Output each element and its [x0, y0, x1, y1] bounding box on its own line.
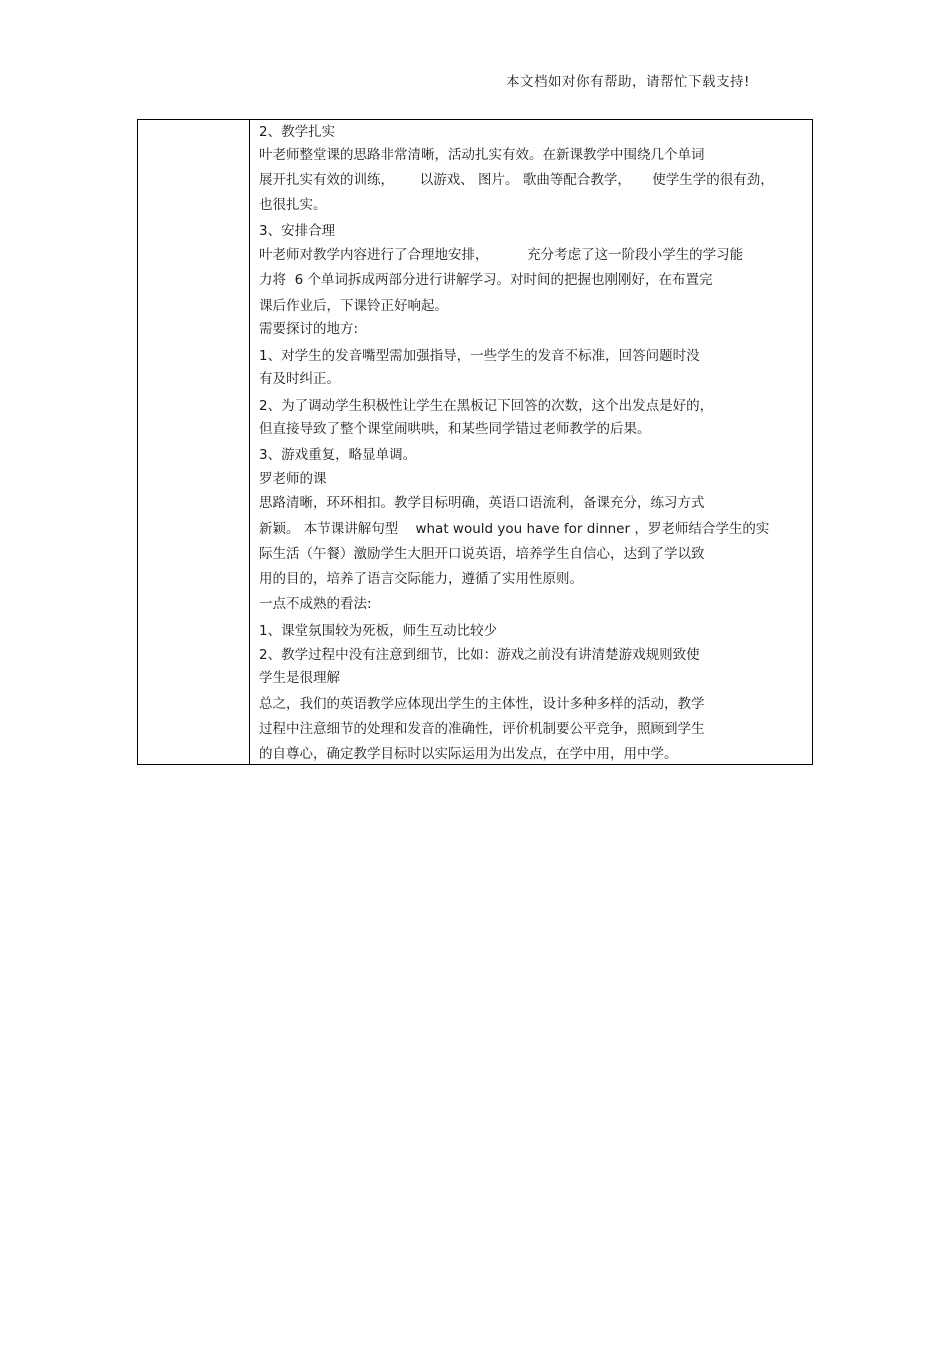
text-line: 叶老师对教学内容进行了合理地安排， 充分考虑了这一阶段小学生的学习能	[259, 247, 744, 263]
text-line: 思路清晰，环环相扣。教学目标明确，英语口语流利，备课充分，练习方式	[259, 495, 705, 511]
text-line: 课后作业后，下课铃正好响起。	[259, 298, 448, 314]
text-line: 有及时纠正。	[259, 371, 340, 387]
text-line: 2、为了调动学生积极性让学生在黑板记下回答的次数，这个出发点是好的，	[259, 398, 714, 414]
text-line: 用的目的，培养了语言交际能力，遵循了实用性原则。	[259, 571, 583, 587]
text-line: 2、教学扎实	[259, 124, 336, 140]
text-line: 3、游戏重复，略显单调。	[259, 447, 417, 463]
text-line: 过程中注意细节的处理和发音的准确性，评价机制要公平竞争，照顾到学生	[259, 721, 705, 737]
evaluation-table	[137, 119, 813, 765]
text-line: 但直接导致了整个课堂闹哄哄，和某些同学错过老师教学的后果。	[259, 421, 651, 437]
text-line: 一点不成熟的看法:	[259, 596, 372, 612]
table-column-divider	[249, 120, 250, 764]
download-support-note: 本文档如对你有帮助，请帮忙下载支持!	[506, 74, 750, 90]
table-content-cell	[259, 120, 812, 764]
text-line: 学生是很理解	[259, 670, 340, 686]
text-line: 的自尊心，确定教学目标时以实际运用为出发点，在学中用，用中学。	[259, 746, 678, 762]
text-line: 力将 6 个单词拆成两部分进行讲解学习。对时间的把握也刚刚好，在布置完	[259, 272, 713, 288]
text-line: 需要探讨的地方:	[259, 321, 359, 337]
text-line: 罗老师的课	[259, 471, 327, 487]
text-line: 也很扎实。	[259, 197, 327, 213]
text-line: 展开扎实有效的训练， 以游戏、 图片。 歌曲等配合教学， 使学生学的很有劲，	[259, 172, 774, 188]
text-line: 新颖。 本节课讲解句型 what would you have for dinner ，罗老师结合学生的实	[259, 521, 770, 537]
text-line: 叶老师整堂课的思路非常清晰，活动扎实有效。在新课教学中围绕几个单词	[259, 147, 705, 163]
table-left-cell	[138, 120, 249, 764]
text-line: 2、教学过程中没有注意到细节，比如：游戏之前没有讲清楚游戏规则致使	[259, 647, 700, 663]
text-line: 际生活（午餐）激励学生大胆开口说英语，培养学生自信心，达到了学以致	[259, 546, 705, 562]
text-line: 3、安排合理	[259, 223, 336, 239]
text-line: 总之，我们的英语教学应体现出学生的主体性，设计多种多样的活动，教学	[259, 696, 705, 712]
text-line: 1、对学生的发音嘴型需加强指导，一些学生的发音不标准，回答问题时没	[259, 348, 700, 364]
text-line: 1、课堂氛围较为死板，师生互动比较少	[259, 623, 498, 639]
